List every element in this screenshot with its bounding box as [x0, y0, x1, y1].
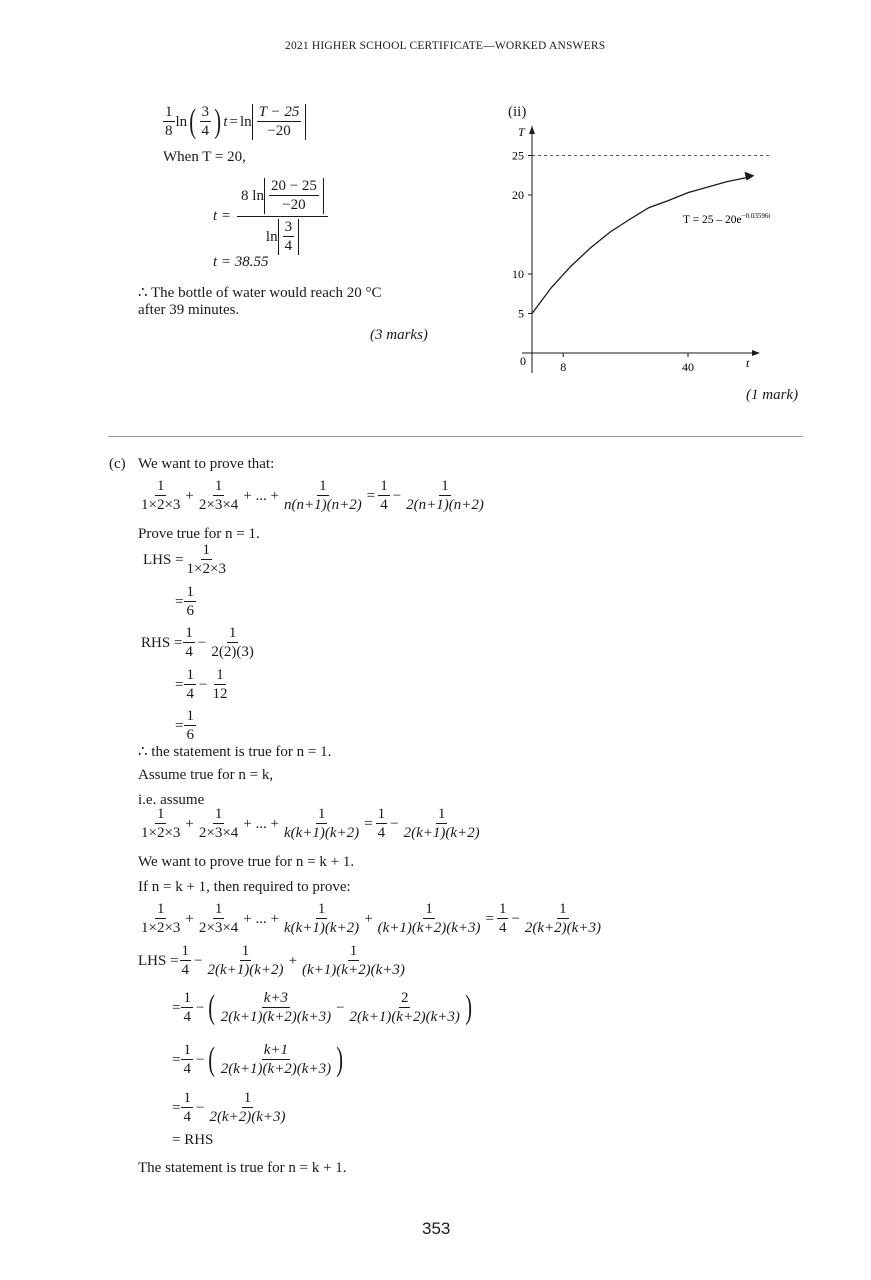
x-axis-label: t — [746, 356, 750, 370]
fraction-den: 4 — [183, 1109, 191, 1125]
fraction-num: 20 − 25 — [270, 178, 317, 194]
rhs-label: RHS = — [141, 634, 183, 651]
fraction-den: 1×2×3 — [141, 825, 181, 841]
fraction-den: 6 — [186, 603, 194, 619]
fraction-num: 1 — [156, 806, 165, 822]
fraction-den: 2(n+1)(n+2) — [406, 497, 484, 513]
equals-sign: = — [229, 113, 238, 130]
fraction-den: 1×2×3 — [141, 497, 181, 513]
fraction-den: 2(k+1)(k+2) — [403, 825, 480, 841]
statement-to-prove: $\frac{1}{1\times 2\times 3}$ + $\frac{1}{2\times 3\times 4}$ + ... + $\frac{1}{n(n+1)(n+2)}$ = $\frac{1}{4}$ − $\frac{1}{2(n+1)(n+2)}$ — [141, 478, 484, 513]
final-statement: The statement is true for n = k + 1. — [138, 1160, 347, 1176]
fraction-num: 1 — [559, 901, 567, 917]
fraction-num: 1 — [202, 542, 210, 558]
fraction-num: 1 — [380, 478, 388, 494]
required-equation: $\frac{1}{1\times 2\times 3}$ + $\frac{1}{2\times 3\times 4}$ + ... + $\frac{1}{k(k+1)(k+2)}$ + $\frac{1}{(k+1)(k+2)(k+3)}$ = $\frac{1}{4}$ − $\frac{1}{2(k+2)(k+3)}$ — [141, 901, 601, 936]
fraction-den: 2×3×4 — [198, 497, 239, 513]
fraction-den: 2(k+1)(k+2) — [207, 962, 284, 978]
y-axis-label: T — [518, 125, 525, 139]
fraction-num: 1 — [319, 478, 327, 494]
fraction-den: 2(k+1)(k+2)(k+3) — [349, 1009, 460, 1025]
fraction-den: 4 — [186, 686, 194, 702]
conclusion-line-2: after 39 minutes. — [138, 302, 240, 318]
ln-text: ln — [175, 113, 188, 130]
fraction-den: 8 — [165, 123, 173, 139]
equals-sign: = — [172, 1099, 181, 1116]
fraction-num: 1 — [241, 943, 250, 959]
fraction-num: 1 — [441, 478, 449, 494]
fraction-den: 4 — [181, 962, 190, 978]
absolute-value — [278, 219, 300, 255]
fraction-num: 1 — [181, 943, 190, 959]
conclusion-line-1: ∴ The bottle of water would reach 20 °C — [138, 285, 382, 301]
rhs-n1: RHS = $\frac{1}{4}$ − $\frac{1}{2(2)(3)}$ — [141, 625, 254, 660]
x-tick-label: 40 — [682, 360, 694, 374]
fraction-num: 1 — [156, 478, 165, 494]
y-axis-arrow-icon — [529, 126, 535, 134]
want-prove-k1: We want to prove true for n = k + 1. — [138, 854, 355, 870]
ie-assume: i.e. assume — [138, 792, 205, 808]
fraction-den: (k+1)(k+2)(k+3) — [377, 920, 481, 936]
fraction-den: 2×3×4 — [198, 920, 239, 936]
fraction-num: 1 — [186, 584, 194, 600]
if-n-k1: If n = k + 1, then required to prove: — [138, 879, 351, 895]
fraction-den: 2(k+2)(k+3) — [209, 1109, 286, 1125]
fraction-den: (k+1)(k+2)(k+3) — [302, 962, 405, 978]
ellipsis-plus: + ... + — [243, 910, 279, 927]
running-header: 2021 HIGHER SCHOOL CERTIFICATE—WORKED ANSWERS — [285, 40, 606, 52]
lhs-k1-step3: = $\frac{1}{4}$ − ( $\frac{k+1}{2(k+1)(k+2)(k+3)}$ ) — [172, 1041, 344, 1078]
fraction-den: n(n+1)(n+2) — [283, 497, 362, 513]
lhs-k1-step4: = $\frac{1}{4}$ − $\frac{1}{2(k+2)(k+3)}$ — [172, 1090, 286, 1125]
fraction-num: 3 — [201, 104, 209, 120]
fraction-num: 1 — [214, 901, 223, 917]
y-tick-label: 20 — [512, 188, 524, 202]
fraction-den: 2×3×4 — [198, 825, 239, 841]
fraction-den: −20 — [267, 123, 291, 139]
right-paren: ) — [465, 989, 472, 1026]
fraction-den: 2(k+1)(k+2)(k+3) — [220, 1009, 332, 1025]
fraction-den: 6 — [186, 727, 194, 743]
curve-label — [683, 212, 770, 226]
y-tick-label: 10 — [512, 267, 524, 281]
x-axis-arrow-icon — [752, 350, 760, 356]
fraction-den: 4 — [284, 238, 293, 254]
fraction-den: 4 — [183, 1009, 191, 1025]
lhs-label: LHS = — [143, 551, 184, 568]
fraction-num: 1 — [216, 667, 224, 683]
left-paren: ( — [208, 1041, 216, 1078]
origin-label: 0 — [520, 354, 526, 368]
t-equals: t = — [213, 208, 232, 224]
fraction-den: 2(k+1)(k+2)(k+3) — [220, 1061, 332, 1077]
fraction-den: 2(2)(3) — [211, 644, 254, 660]
fraction-den: −20 — [282, 197, 306, 213]
fraction-num: 1 — [183, 1090, 191, 1106]
y-tick-label: 25 — [512, 148, 524, 163]
fraction-num: 1 — [183, 1042, 191, 1058]
fraction-num: 1 — [317, 806, 326, 822]
when-text: When T = 20, — [163, 149, 246, 165]
therefore-n1: ∴ the statement is true for n = 1. — [138, 744, 332, 760]
equals-sign: = — [172, 1051, 181, 1068]
temperature-graph — [490, 118, 790, 378]
fraction-num: 1 — [156, 901, 165, 917]
right-paren: ) — [214, 103, 222, 140]
fraction-den: k(k+1)(k+2) — [283, 825, 360, 841]
part-c-intro: We want to prove that: — [138, 456, 275, 472]
prove-true-n1: Prove true for n = 1. — [138, 526, 260, 542]
marks-1: (1 mark) — [746, 387, 799, 403]
lhs-label: LHS = — [138, 952, 179, 969]
fraction-den: k(k+1)(k+2) — [283, 920, 360, 936]
curve-line — [532, 178, 747, 314]
equals-sign: = — [172, 999, 181, 1016]
equals-sign: = — [175, 676, 184, 693]
lhs-n1-value — [175, 584, 197, 620]
part-c-label: (c) — [109, 456, 126, 472]
fraction-den: 2(k+2)(k+3) — [524, 920, 601, 936]
rhs-n1-step: = $\frac{1}{4}$ − $\frac{1}{12}$ — [175, 667, 228, 702]
equals-rhs: = RHS — [172, 1132, 214, 1148]
fraction-num: 1 — [349, 943, 358, 959]
fraction-den: 4 — [183, 1061, 191, 1077]
page-number: 353 — [422, 1219, 451, 1238]
ellipsis-plus: + ... + — [243, 815, 279, 832]
x-tick-label: 8 — [560, 360, 567, 374]
fraction-num: k+1 — [263, 1042, 289, 1058]
fraction-den: 1×2×3 — [141, 920, 181, 936]
fraction-den: 1×2×3 — [186, 561, 226, 577]
marks-3: (3 marks) — [370, 327, 428, 343]
absolute-value — [264, 178, 324, 214]
assumption-equation: $\frac{1}{1\times 2\times 3}$ + $\frac{1}{2\times 3\times 4}$ + ... + $\frac{1}{k(k+1)(k+2)}$ = $\frac{1}{4}$ − $\frac{1}{2(k+1)(k+2)}$ — [141, 806, 480, 841]
equals-sign: = — [175, 717, 184, 734]
fraction-num: 1 — [228, 625, 237, 641]
fraction-num: 2 — [400, 990, 409, 1006]
fraction-num: 1 — [498, 901, 507, 917]
fraction-num: 1 — [425, 901, 433, 917]
fraction-num: T − 25 — [258, 104, 300, 120]
fraction-den: 4 — [201, 123, 209, 139]
curve-arrow-icon — [745, 172, 755, 181]
left-paren: ( — [189, 103, 197, 140]
curve-label-exponent: −0.03596t — [741, 212, 771, 220]
lhs-n1 — [143, 542, 229, 578]
fraction-den: 4 — [498, 920, 507, 936]
left-paren: ( — [208, 989, 216, 1026]
equation-t-expression — [213, 176, 329, 257]
fraction-num: 1 — [243, 1090, 252, 1106]
var-t: t — [223, 113, 228, 130]
ellipsis-plus: + ... + — [243, 487, 279, 504]
assume-text: Assume true for n = k, — [138, 767, 274, 783]
fraction-num: 1 — [437, 806, 446, 822]
rhs-n1-value — [175, 708, 197, 744]
section-divider — [108, 436, 803, 437]
fraction-num: 1 — [165, 104, 173, 120]
graph-part-label: (ii) — [508, 104, 527, 120]
right-paren: ) — [336, 1041, 344, 1078]
equation-ln-relation — [162, 104, 306, 140]
t-value: t = 38.55 — [213, 254, 269, 270]
y-tick-label: 5 — [518, 306, 524, 321]
curve-label-main: T = 25 – 20e — [683, 214, 742, 226]
equals-sign: = — [175, 593, 184, 610]
lhs-k1-step2: = $\frac{1}{4}$ − ( $\frac{k+3}{2(k+1)(k+2)(k+3)}$ − $\frac{2}{2(k+1)(k+2)(k+3)}$ ) — [172, 989, 472, 1026]
fraction-num: 1 — [377, 806, 386, 822]
fraction-num: 1 — [214, 806, 223, 822]
ln-text: ln — [265, 229, 278, 245]
fraction-num: 3 — [284, 219, 293, 235]
fraction-num: 1 — [214, 478, 223, 494]
fraction-num: 1 — [317, 901, 326, 917]
coef-8ln: 8 ln — [241, 187, 264, 204]
fraction-den: 4 — [185, 644, 193, 660]
fraction-num: 1 — [186, 667, 194, 683]
fraction-num: 1 — [183, 990, 191, 1006]
absolute-value — [252, 104, 307, 140]
fraction-den: 12 — [212, 686, 228, 702]
fraction-den: 4 — [377, 825, 386, 841]
fraction-den: 4 — [380, 497, 388, 513]
fraction-num: k+3 — [263, 990, 289, 1006]
ln-text: ln — [239, 113, 252, 130]
fraction-num: 1 — [186, 708, 194, 724]
lhs-k1-step1: LHS = $\frac{1}{4}$ − $\frac{1}{2(k+1)(k+2)}$ + $\frac{1}{(k+1)(k+2)(k+3)}$ — [138, 943, 405, 978]
fraction-num: 1 — [185, 625, 193, 641]
